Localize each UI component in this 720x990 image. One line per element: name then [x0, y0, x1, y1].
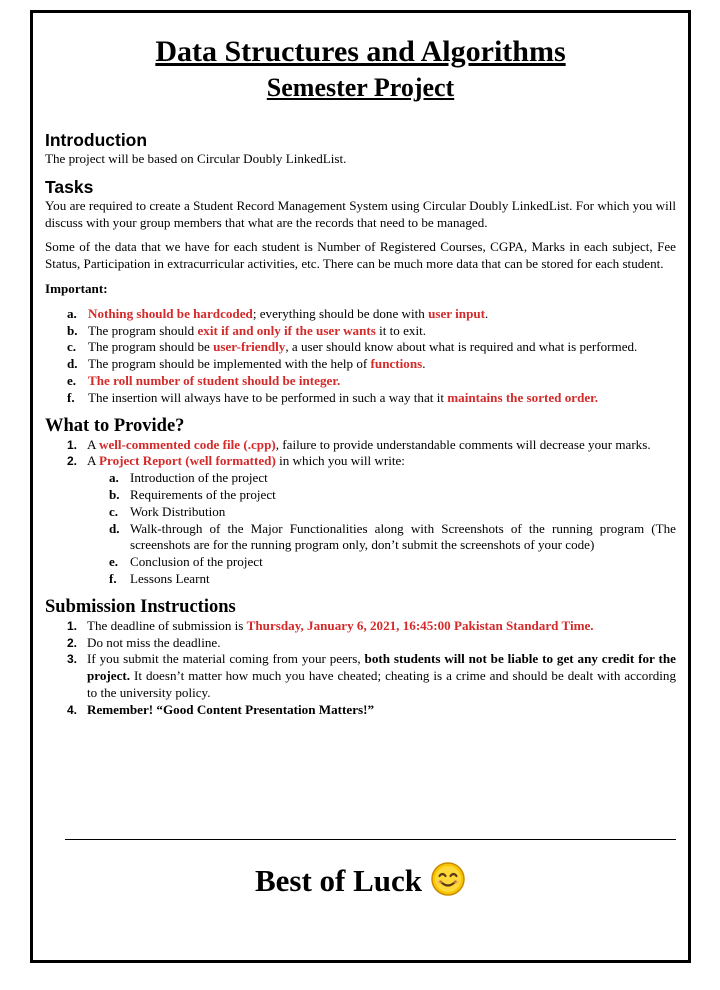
list-marker: d.	[109, 520, 120, 536]
closing-message	[33, 861, 688, 905]
important-list	[45, 306, 676, 407]
list-item: 3. If you submit the material coming from your peers, both students will not be liable to get any credit for the project. It doesn’t matter how much you have cheated; cheating is a crime and should be dealt with according to the university policy.	[67, 651, 676, 700]
list-item: c. Work Distribution	[109, 503, 226, 519]
smiley-face-icon	[430, 861, 466, 905]
list-marker: c.	[67, 339, 77, 355]
provide-list	[45, 437, 676, 471]
list-item: d. Walk-through of the Major Functionalities along with Screenshots of the running program (The screenshots are for the running program only, don’t submit the screenshots of your code)	[109, 520, 676, 553]
important-label: Important:	[45, 280, 108, 296]
list-marker: d.	[67, 356, 78, 372]
list-item: 4. Remember! “Good Content Presentation Matters!”	[67, 701, 375, 717]
list-item: a. Nothing should be hardcoded; everything should be done with user input.	[67, 305, 489, 321]
submission-heading: Submission Instructions	[45, 596, 236, 617]
list-item: e. The roll number of student should be integer.	[67, 372, 341, 388]
list-item: 1. The deadline of submission is Thursday, January 6, 2021, 16:45:00 Pakistan Standard Time.	[67, 617, 594, 633]
list-marker: 4.	[67, 702, 78, 717]
page-border	[30, 10, 691, 963]
tasks-paragraph-1: You are required to create a Student Record Management System using Circular Doubly LinkedList. For which you will discuss with your group members that what are the records that need to be managed.	[45, 197, 676, 230]
list-marker: e.	[109, 554, 119, 570]
document-subtitle: Semester Project	[266, 73, 455, 102]
list-marker: c.	[109, 503, 119, 519]
list-item: f. Lessons Learnt	[109, 570, 210, 586]
list-marker: b.	[67, 322, 78, 338]
list-marker: 2.	[67, 454, 78, 469]
document-title: Data Structures and Algorithms	[155, 35, 566, 68]
list-marker: f.	[109, 570, 117, 586]
list-marker: b.	[109, 486, 120, 502]
list-item: e. Conclusion of the project	[109, 554, 263, 570]
list-item: 2. Do not miss the deadline.	[67, 634, 221, 650]
submission-list	[45, 618, 676, 719]
document-body	[45, 129, 676, 719]
divider	[65, 839, 676, 840]
list-item: 2. A Project Report (well formatted) in which you will write:	[67, 453, 405, 469]
list-marker: 3.	[67, 652, 78, 667]
introduction-text: The project will be based on Circular Doubly LinkedList.	[45, 151, 347, 166]
list-marker: e.	[67, 372, 77, 388]
list-item: b. Requirements of the project	[109, 486, 276, 502]
list-marker: a.	[109, 470, 119, 486]
list-marker: a.	[67, 305, 77, 321]
list-marker: 1.	[67, 618, 78, 633]
provide-heading: What to Provide?	[45, 415, 185, 436]
list-marker: 1.	[67, 437, 78, 452]
list-item: f. The insertion will always have to be performed in such a way that it maintains the sorted order.	[67, 389, 599, 405]
list-item: 1. A well-commented code file (.cpp), failure to provide understandable comments will decrease your marks.	[67, 436, 651, 452]
list-item: d. The program should be implemented with the help of functions.	[67, 356, 426, 372]
report-contents-list	[45, 470, 676, 588]
list-item: b. The program should exit if and only if the user wants it to exit.	[67, 322, 427, 338]
tasks-heading: Tasks	[45, 176, 94, 197]
closing-text: Best of Luck	[254, 863, 423, 898]
introduction-heading: Introduction	[45, 130, 148, 150]
list-item: c. The program should be user-friendly, a user should know about what is required and what is performed.	[67, 339, 638, 355]
list-marker: 2.	[67, 635, 78, 650]
tasks-paragraph-2: Some of the data that we have for each student is Number of Registered Courses, CGPA, Marks in each subject, Fee Status, Participation in extracurricular activities, etc. There can be much more data that can be stored for each student.	[45, 239, 676, 272]
list-marker: f.	[67, 389, 75, 405]
list-item: a. Introduction of the project	[109, 470, 268, 486]
